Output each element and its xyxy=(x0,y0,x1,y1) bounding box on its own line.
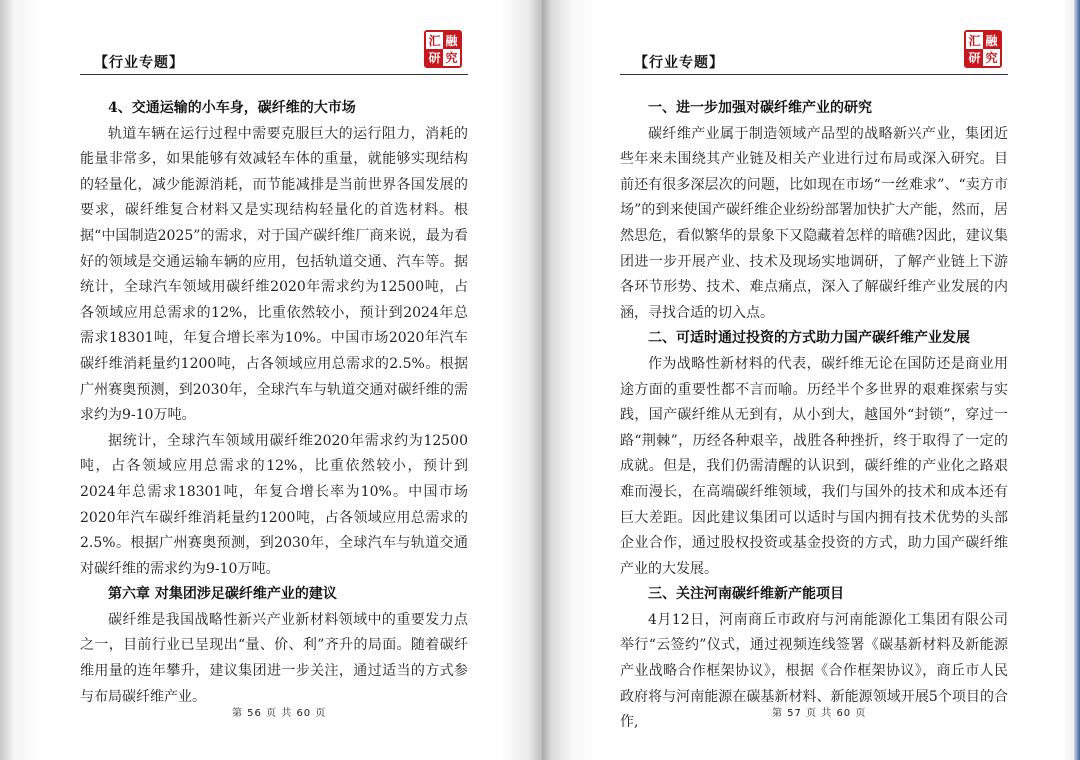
header-divider xyxy=(620,74,1008,75)
chapter-heading: 第六章 对集团涉足碳纤维产业的建议 xyxy=(108,586,337,603)
page-body xyxy=(80,96,468,710)
paragraph: 轨道车辆在运行过程中需要克服巨大的运行阻力，消耗的能量非常多，如果能够有效减轻车体的重量，就能够实现结构的轻量化，减少能源消耗，而节能减排是当前世界各国发展的要求，碳纤维复合材料又是实现结构轻量化的首选材料。根据“中国制造2025”的需求，对于国产碳纤维厂商来说，最为看好的领域是交通运输车辆的应用，包括轨道交通、汽车等。据统计，全球汽车领域用碳纤维2020年需求约为12500吨，占各领域应用总需求的12%，比重依然较小，预计到2024年总需求18301吨，年复合增长率为10%。中国市场2020年汽车碳纤维消耗量约1200吨，占各领域应用总需求的2.5%。根据广州赛奥预测，到2030年，全球汽车与轨道交通对碳纤维的需求约为9-10万吨。 xyxy=(80,125,468,424)
page-header xyxy=(620,30,1008,76)
paragraph: 碳纤维产业属于制造领域产品型的战略新兴产业，集团近些年来未围绕其产业链及相关产业进行过布局或深入研究。目前还有很多深层次的问题，比如现在市场“一丝难求”、“卖方市场”的到来使国产碳纤维企业纷纷部署加快扩大产能，然而，居然思危，看似繁华的景象下又隐藏着怎样的暗礁?因此，建议集团进一步开展产业、技术及现场实地调研，了解产业链上下游各环节形势、技术、难点痛点，深入了解碳纤维产业发展的内涵，寻找合适的切入点。 xyxy=(620,125,1008,321)
section-heading: 4、交通运输的小车身，碳纤维的大市场 xyxy=(108,100,356,116)
paragraph: 碳纤维是我国战略性新兴产业新材料领域中的重要发力点之一，目前行业已呈现出“量、价、利”齐升的局面。随着碳纤维用量的连年攀升，建议集团进一步关注，通过适当的方式参与布局碳纤维产业。 xyxy=(80,611,468,705)
seal-char: 汇 xyxy=(966,32,983,49)
paragraph: 据统计，全球汽车领域用碳纤维2020年需求约为12500吨，占各领域应用总需求的12%，比重依然较小，预计到2024年总需求18301吨，年复合增长率为10%。中国市场2020年汽车碳纤维消耗量约1200吨，占各领域应用总需求的2.5%。根据广州赛奥预测，到2030年，全球汽车与轨道交通对碳纤维的需求约为9-10万吨。 xyxy=(80,432,468,577)
section-heading: 三、关注河南碳纤维新产能项目 xyxy=(648,586,844,603)
header-divider xyxy=(80,74,468,75)
page-body xyxy=(620,96,1008,736)
header-title: 【行业专题】 xyxy=(634,55,724,71)
page-number: 第 56 页 共 60 页 xyxy=(232,708,327,719)
seal-char: 汇 xyxy=(426,32,443,49)
seal-logo xyxy=(964,30,1002,68)
seal-logo xyxy=(424,30,462,68)
right-page xyxy=(542,0,1074,760)
seal-char: 融 xyxy=(443,32,460,49)
seal-char: 研 xyxy=(426,49,443,66)
seal-char: 融 xyxy=(983,32,1000,49)
page-edge-shadow xyxy=(1074,0,1080,760)
seal-char: 究 xyxy=(983,49,1000,66)
seal-char: 研 xyxy=(966,49,983,66)
page-header xyxy=(80,30,468,76)
section-heading: 一、进一步加强对碳纤维产业的研究 xyxy=(648,100,872,116)
header-title: 【行业专题】 xyxy=(94,55,184,71)
page-number: 第 57 页 共 60 页 xyxy=(772,708,867,719)
paragraph: 4月12日，河南商丘市政府与河南能源化工集团有限公司举行“云签约”仪式，通过视频连线签署《碳基新材料及新能源产业战略合作框架协议》，根据《合作框架协议》，商丘市人民政府将与河南能源在碳基新材料、新能源领域开展5个项目的合作, xyxy=(620,611,1008,731)
section-heading: 二、可适时通过投资的方式助力国产碳纤维产业发展 xyxy=(648,330,970,347)
paragraph: 作为战略性新材料的代表，碳纤维无论在国防还是商业用途方面的重要性都不言而喻。历经半个多世界的艰难探索与实践，国产碳纤维从无到有，从小到大，越国外“封锁”，穿过一路“荆棘”，历经各种艰辛，战胜各种挫折，终于取得了一定的成就。但是，我们仍需清醒的认识到，碳纤维的产业化之路艰难而漫长，在高端碳纤维领域，我们与国外的技术和成本还有巨大差距。因此建议集团可以适时与国内拥有技术优势的头部企业合作，通过股权投资或基金投资的方式，助力国产碳纤维产业的大发展。 xyxy=(620,355,1008,577)
seal-char: 究 xyxy=(443,49,460,66)
